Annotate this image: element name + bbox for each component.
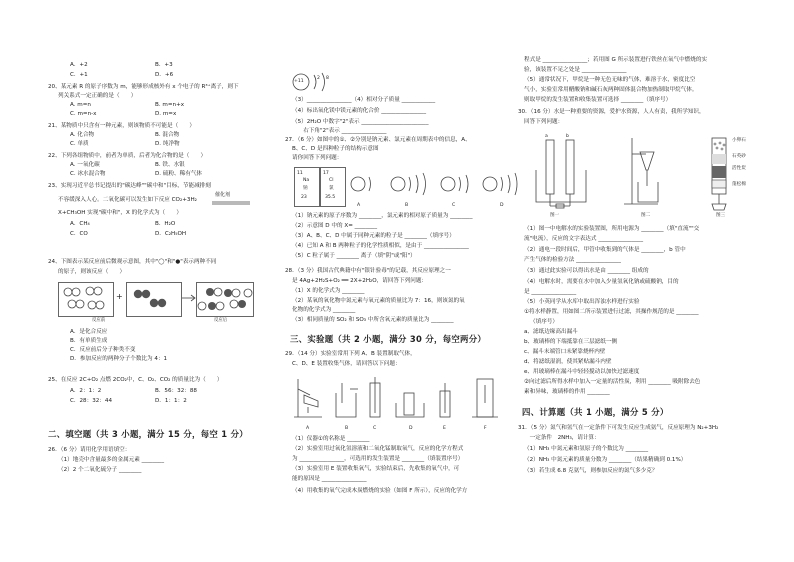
atom-nucleus-charge: +11 <box>294 79 304 84</box>
q27-part4: （4）已知 A 和 B 两种粒子的化学性质相似，是由于 ________________ <box>292 243 469 249</box>
q27-line3: 请你回答下列问题： <box>292 155 343 161</box>
q27-line2: B、C、D 是四种粒子的结构示意图 <box>292 146 379 152</box>
q27-part3: （3）A、B、C、D 中属于同种元素的粒子是 ________（填序号） <box>292 233 455 239</box>
q31-part3: （3）若生成 6.8 克氨气，则参加反应的氮气多少克？ <box>524 468 658 474</box>
q23-option-b: B．H₂O <box>155 221 176 227</box>
q20-option-d: D. m=x <box>155 111 177 117</box>
chlorine-mass: 35.5 <box>325 195 336 200</box>
atom-shell-2: 8 <box>326 76 329 81</box>
section-4-heading: 四、计算题（共 1 小题，满分 5 分） <box>522 407 669 417</box>
q20-option-b: B. m=n+x <box>155 102 185 108</box>
q22-stem: 22、下列各组物质中，前者为单质，后者为化合物的是（ ） <box>48 153 207 159</box>
q30-choice-e: e、用玻璃棒在漏斗中轻轻搅动以加快过滤速度 <box>524 369 640 375</box>
q19-option-a: A．+2 <box>70 62 88 68</box>
q29-part4: （4）用收集的氧气完成木炭燃烧的实验（如图 F 所示），反应的化学方 <box>292 488 468 494</box>
chlorine-symbol: Cl <box>329 178 334 183</box>
q23-reaction-arrow <box>212 201 252 205</box>
q30-line2: 回答下列问题： <box>524 119 564 125</box>
q31-line1: 31．（5 分）氮气和氢气在一定条件下可发生反应生成氨气，反应原理为 N₂+3H₂ <box>518 425 719 431</box>
q30-part4b: 是 ________________ <box>524 289 577 295</box>
q30-choice-a: a、滤纸边缘高出漏斗 <box>524 329 578 335</box>
q24-option-b: B．有单质生成 <box>70 338 108 344</box>
atom-shell-1: 2 <box>317 76 320 81</box>
q29-part1: （1）仪器①的名称是 ________ <box>292 436 370 442</box>
figure-1-label: 图一 <box>550 213 560 218</box>
q19-option-d: D．+6 <box>155 72 174 78</box>
q30-part5-step1b: （填序号） <box>530 319 558 325</box>
section-2-heading: 二、填空题（共 3 小题，满分 15 分，每空 1 分） <box>48 429 248 439</box>
q26-part3: （3）________________（4）相对分子质量 ____________ <box>292 97 436 103</box>
q31-part1: （1）NH₃ 中氮元素和氢原子的个数比为 ________ <box>524 446 649 452</box>
q20-option-a: A. m=n <box>70 102 91 108</box>
q24-line2: 的原子，则该反应（ ） <box>58 269 126 275</box>
q30-part2a: （2）通电一段时间后，甲管中收集到的气体是 ________，b 管中 <box>524 247 686 253</box>
filter-layer-cotton: 蓬松棉 <box>732 182 746 187</box>
q26-part1: （1）地壳中含量最多的金属元素 ________ <box>58 457 165 463</box>
q20-option-c: C. m=n-x <box>70 111 97 117</box>
q24-plus-sign: + <box>116 292 123 301</box>
sodium-symbol: Na <box>303 178 310 183</box>
q23-option-d: D．C₂H₅OH <box>155 231 187 237</box>
sodium-name: 钠 <box>303 186 308 191</box>
figure-2-label: 图二 <box>641 213 651 218</box>
q29-line2: C、D、E 装置收集气体，请回答以下问题： <box>292 361 401 367</box>
water-experiment-figures <box>528 130 738 212</box>
particle-label-b: B <box>405 203 409 208</box>
q29-part3a: （3）实验室用 E 装置收集氧气，实验结束后，先收集的氧气中，可 <box>292 466 460 472</box>
particle-label-a: A <box>357 203 361 208</box>
q28-part2a: （2）某氧的氧化物中氮元素与氧元素的质量比为 7：16，则该氮的氧 <box>292 298 465 304</box>
particle-label-d: D <box>500 203 504 208</box>
q29-line1: 29．（14 分）实验室常用下列 A、B 装置制取气体， <box>285 351 416 357</box>
q24-option-d: D．参加反应的两种分子个数比为 4：1 <box>70 356 168 362</box>
q26-part5: （5）2H₂O 中数字"2"表示 ________________________ <box>292 119 429 125</box>
q27-line1: 27．（6 分）如图中的①、②分别是钠元素、氯元素在周期表中的信息，A、 <box>285 137 471 143</box>
q25-option-c: C．28：32：44 <box>70 398 113 404</box>
q30-part1b: 流"电流），反应的文字表达式 ________________ <box>524 236 644 242</box>
q29-part5c: 则取甲烷的发生装置和收集装置可选择 ________（填序号） <box>524 97 672 103</box>
q23-line3: X+CH₃OH 实现"碳中和"，X 的化学式为（ ） <box>58 210 182 216</box>
q30-part5-step2b: 素和异味，玻璃棒的作用 ________ <box>524 389 610 395</box>
q19-option-c: C．+1 <box>70 72 88 78</box>
q30-part4a: （4）电解水时，需要在水中加入少量氢氧化钠或硫酸钠，目的 <box>524 279 679 285</box>
q29-part4-cont1: 程式是 ________________；若用图 G 所示装置进行铁丝在氧气中燃烧的实 <box>524 57 708 63</box>
q21-option-c: C. 单质 <box>70 141 89 147</box>
q21-option-d: D. 纯净物 <box>155 141 180 147</box>
apparatus-label-b: B <box>345 426 349 431</box>
apparatus-label-e: E <box>443 426 446 431</box>
q29-part4-cont2: 验，该装置不足之处是 ________________ <box>524 67 627 73</box>
q27-part5: （5）C 粒子属于 ________ 离子（填"阴"或"阳"） <box>292 253 416 259</box>
figure-3-label: 图三 <box>716 213 726 218</box>
particle-structure-diagrams <box>350 172 520 202</box>
q30-choice-b: b、玻璃棒的下端抵靠在三层滤纸一侧 <box>524 339 618 345</box>
q26-stem: 26．（6 分）请用化学用语填空： <box>48 447 131 453</box>
q30-choice-c: c、漏斗末端管口未紧靠烧杯内壁 <box>524 349 606 355</box>
q30-part2b: 产生气体的检验方法 ________________ <box>524 257 621 263</box>
q22-option-c: C. 冰水混合物 <box>70 171 106 177</box>
q26-part5b: 右下角"2"表示 ________________ <box>292 128 387 134</box>
filter-layer-carbon: 活性炭 <box>732 166 746 171</box>
q23-line1: 23、实现习近平总书记提出的"碳达峰""碳中和"目标，节能减排刻 <box>48 183 211 189</box>
filter-layer-sand: 石英砂 <box>732 154 746 159</box>
q22-option-a: A. 一氧化碳 <box>70 162 100 168</box>
q25-option-b: B．56：32：88 <box>155 388 197 394</box>
gas-apparatus-diagram <box>292 373 522 425</box>
sodium-number: 11 <box>297 171 303 176</box>
q19-option-b: B．+3 <box>155 62 173 68</box>
q22-option-d: D. 硫粉、稀有气体 <box>155 171 203 177</box>
q28-part1: （1）X 的化学式为 ________ <box>292 288 365 294</box>
q20-line1: 20、某元素 R 的原子序数为 m，能够形成核外有 x 个电子的 R³⁺离子，则下 <box>48 84 239 90</box>
chlorine-number: 17 <box>323 171 329 176</box>
q30-part5-step2a: ②向过滤后所得水样中加入一定量的活性炭，利用 ________ 吸附除去色 <box>524 379 701 385</box>
q24-label-after: 反应后 <box>214 318 228 323</box>
tube-label-a: a <box>545 134 548 139</box>
q27-part2: （2）示意图 D 中的 X= ________ <box>292 223 378 229</box>
q25-option-d: D．1：1：2 <box>155 398 187 404</box>
q20-line2: 列关系式一定正确的是（ ） <box>58 93 137 99</box>
q26-part2: （2）2 个二氧化硫分子 ________ <box>58 467 142 473</box>
q24-molecule-drawing <box>58 282 258 316</box>
q21-option-a: A. 化合物 <box>70 132 95 138</box>
q23-option-a: A．CH₄ <box>70 221 90 227</box>
q24-option-c: C．反应前后分子种类不变 <box>70 347 136 353</box>
q28-line1: 28．（3 分）我国古代典籍中有"银针验毒"的记载，其反应原理之一 <box>285 268 451 274</box>
chlorine-name: 氯 <box>329 186 334 191</box>
apparatus-label-a: A <box>306 426 310 431</box>
q24-line1: 24、下图表示某反应前后微观示意图，其中"◯"和"●"表示两种不同 <box>48 259 217 265</box>
q30-line1: 30．（16 分）水是一种重要的资源，爱护水资源，人人有责，我所学知识， <box>518 109 705 115</box>
q29-part2a: （2）实验室用过氧化氢溶液和二氧化锰制取氧气，反应的化学方程式 <box>292 446 464 452</box>
q29-part5b: 气小，实验室常用醋酸钠和碱石灰两种固体混合物加热制取甲烷气体。 <box>524 87 698 93</box>
q30-choice-d: d、将滤纸湿润，使其紧贴漏斗内壁 <box>524 359 612 365</box>
q24-label-before: 反应前 <box>92 318 106 323</box>
q26-part4: （4）标出氧化镁中镁元素的化合价 ________________ <box>292 108 426 114</box>
apparatus-label-d: D <box>409 426 413 431</box>
apparatus-label-f: F <box>484 426 487 431</box>
q31-line2: 一定条件 2NH₃，请计算： <box>524 435 600 441</box>
q28-part2b: 化物的化学式为 ________ <box>292 307 356 313</box>
particle-label-c: C <box>452 203 456 208</box>
q30-part5: （5）小英同学从水库中取出浑浊水样进行实验 <box>524 299 640 305</box>
q30-part5-step1: ①将水样静置，用如图二所示装置进行过滤，其操作规范的是 ________ <box>524 309 699 315</box>
q28-part3: （3）相同质量的 SO₂ 和 SO₃ 中所含氧元素的质量比为 ________ <box>292 317 454 323</box>
apparatus-label-c: C <box>373 426 377 431</box>
q21-option-b: B. 混合物 <box>155 132 180 138</box>
q22-option-b: B. 铁、水银 <box>155 162 185 168</box>
q30-part1a: （1）图一中电解水的实验装置图，所用电源为 ________（填"直流""交 <box>524 226 700 232</box>
q30-part3: （3）通过此实验可以得出水是由 ________ 组成的 <box>524 268 649 274</box>
q28-line2: 是 4Ag+2H₂S+O₂ ══ 2X+2H₂O，请回答下列问题： <box>292 278 428 284</box>
sodium-mass: 23 <box>301 195 307 200</box>
q21-stem: 21、某物质中只含有一种元素，则该物质不可能是（ ） <box>48 123 195 129</box>
q25-stem: 25、在反应 2C+O₂ 点燃 2CO₂中，C、O₂、CO₂ 的质量比为（ ） <box>48 377 223 383</box>
q29-part2b: 为 ________________，可选用的发生装置是 ________（填装置序号） <box>292 456 464 462</box>
section-3-heading: 三、实验题（共 2 小题，满分 30 分，每空两分） <box>290 334 487 344</box>
tube-label-b: b <box>566 134 569 139</box>
q23-line2: 不容缓深入人心。二氧化碳可以发生如下反应 CO₂+3H₂ <box>58 197 197 203</box>
q23-catalyst-label: 催化剂 <box>215 192 231 198</box>
q25-option-a: A．2：1：2 <box>70 388 102 394</box>
q27-part1: （1）钠元素的原子序数为 ________，氯元素的相对原子质量为 ________ <box>292 213 473 219</box>
q23-option-c: C．CO <box>70 231 88 237</box>
q29-part3b: 能的原因是 ________________ <box>292 476 367 482</box>
q29-part5a: （5）通常状况下，甲烷是一种无色无味的气体，难溶于水，密度比空 <box>524 77 696 83</box>
q24-option-a: A．是化合反应 <box>70 329 108 335</box>
filter-layer-pebbles: 小卵石 <box>732 138 746 143</box>
q31-part2: （2）NH₃ 中氮元素的质量分数为 ________（结果精确到 0.1%） <box>524 457 687 463</box>
